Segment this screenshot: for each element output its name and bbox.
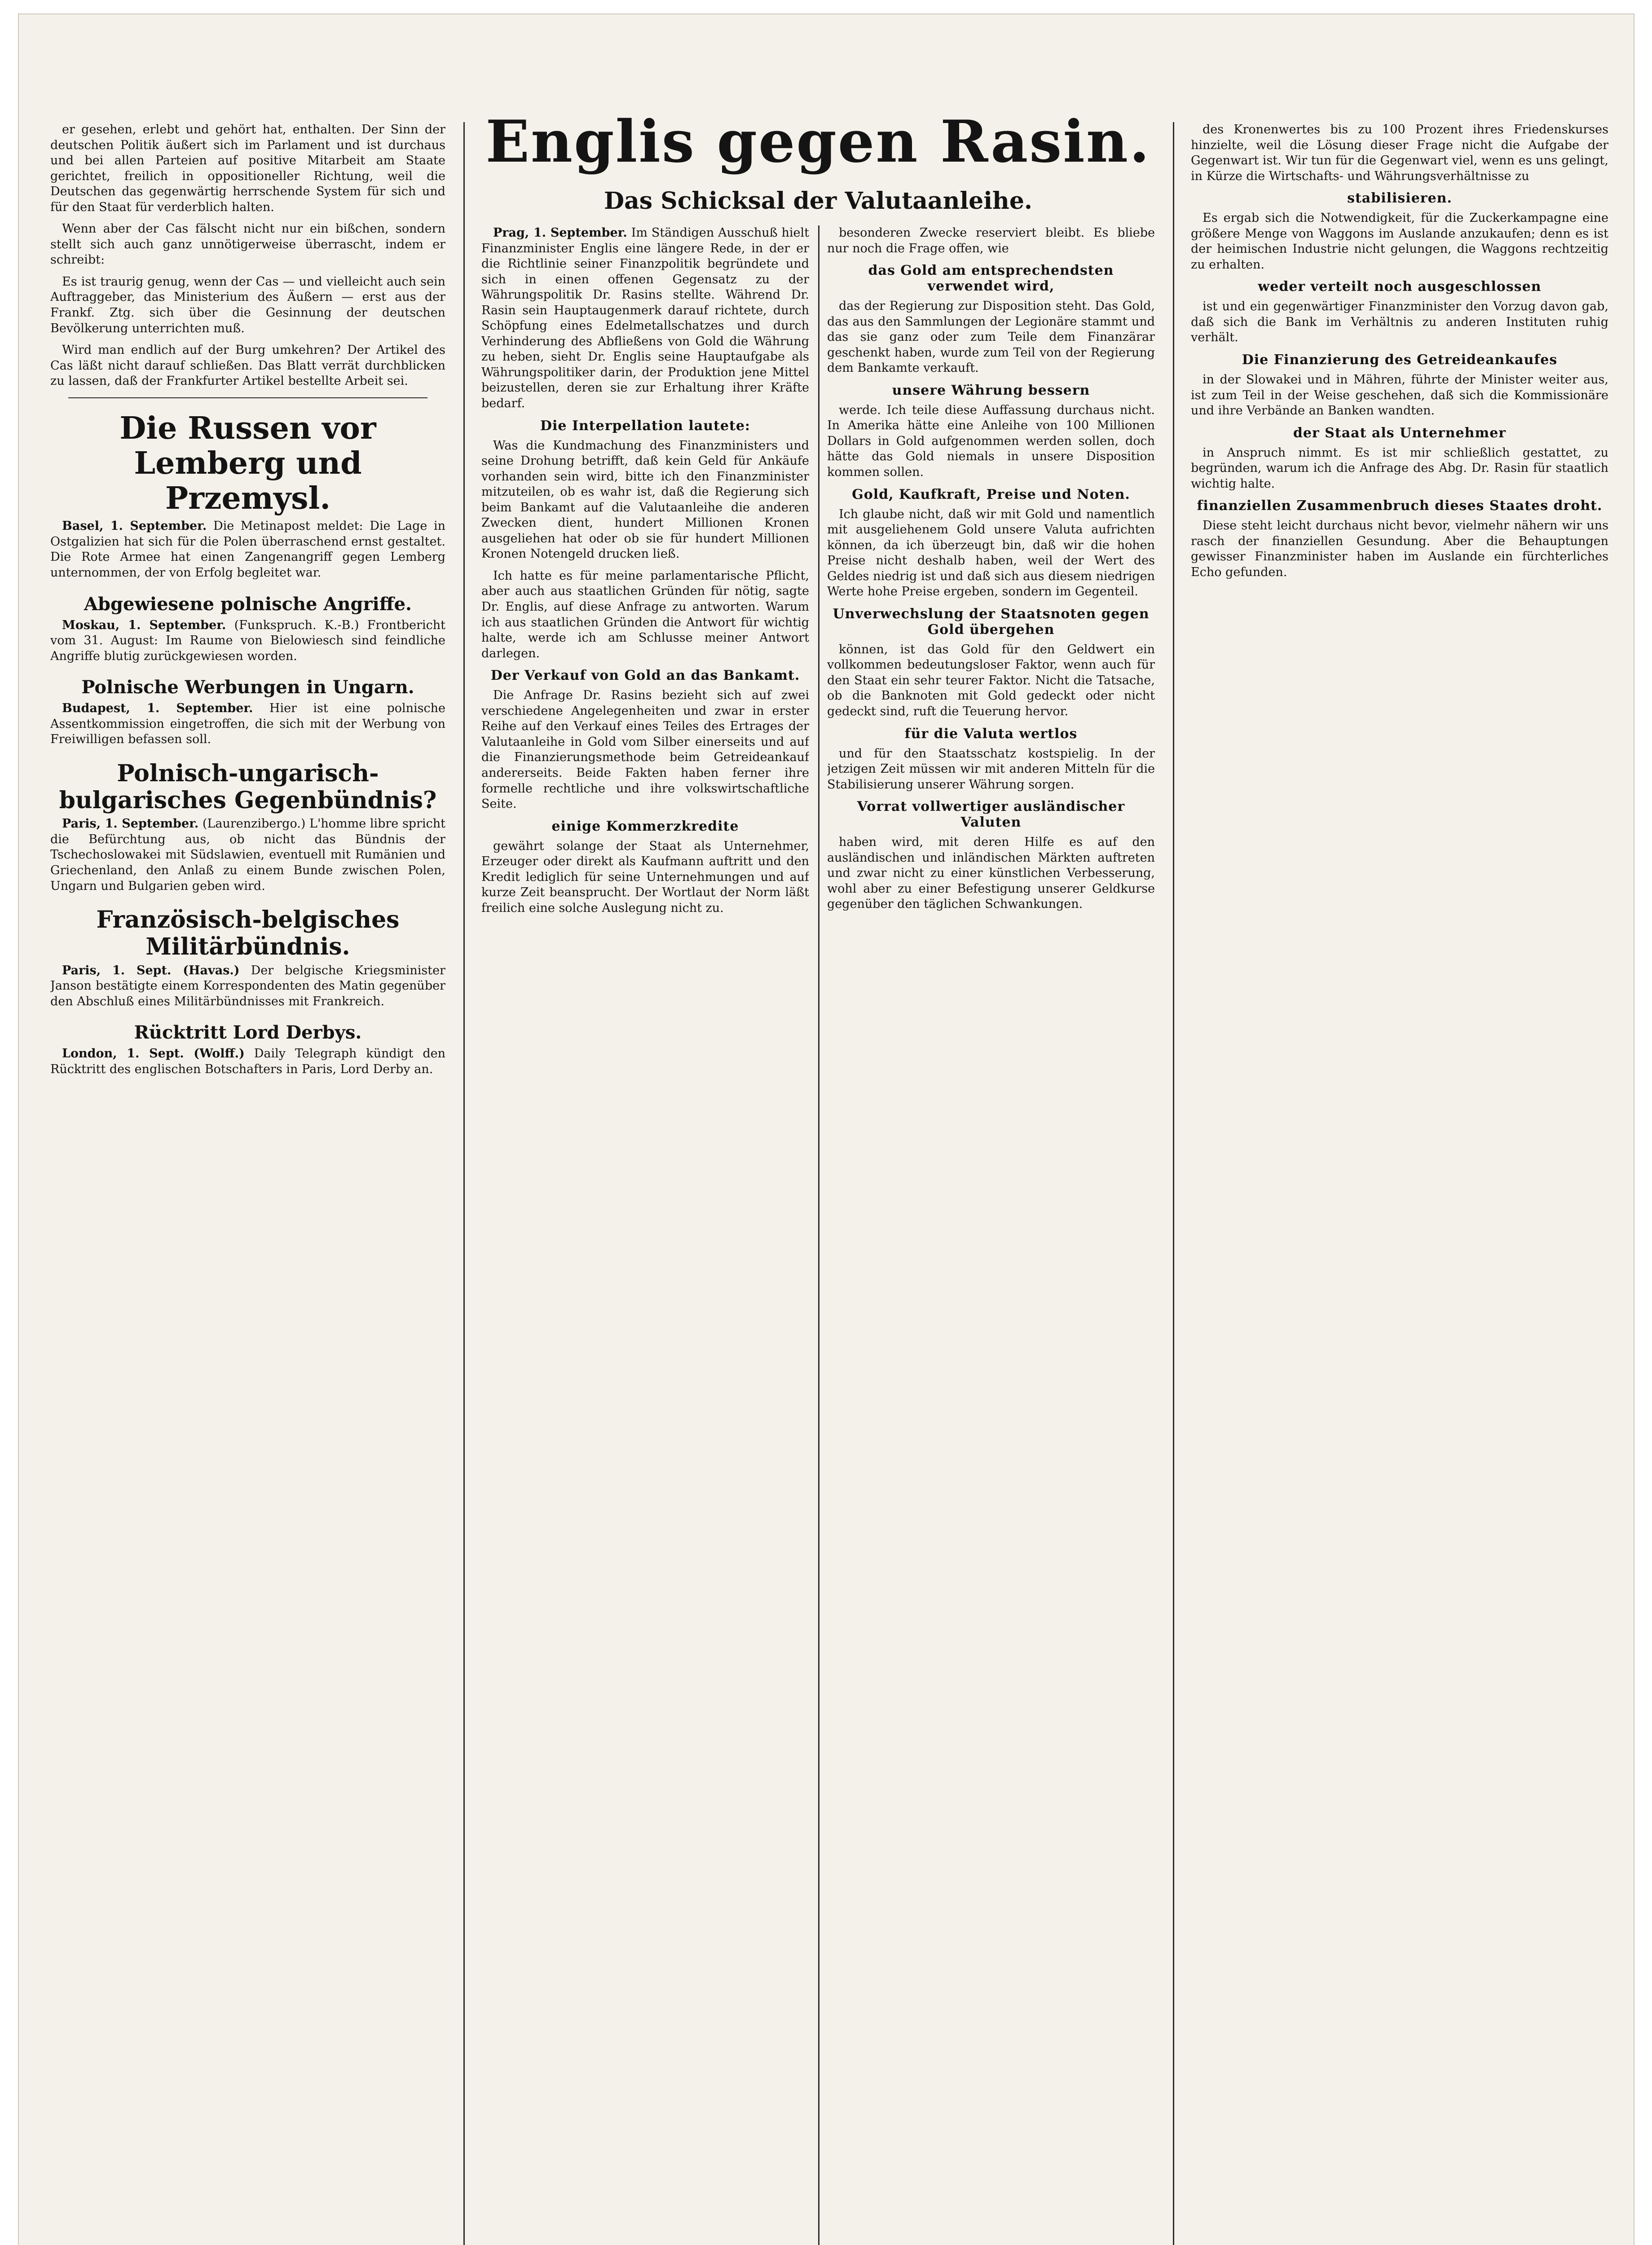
paragraph: ist und ein gegenwärtiger Finanzminister den Vorzug davon gab, daß sich die Bank im Verhältnis zu anderen Instituten ruhig verhält. — [1191, 299, 1608, 345]
paragraph: Es ist traurig genug, wenn der Cas — und vielleicht auch sein Auftraggeber, das Ministerium des Äußern — erst aus der Frankf. Ztg. sich über die Gesinnung der deutschen Bevölkerung unterrichten muß. — [50, 274, 445, 335]
paragraph: können, ist das Gold für den Geldwert ein vollkommen bedeutungsloser Faktor, wenn auch für den Staat ein sehr teurer Faktor. Nicht die Tatsache, ob die Banknoten mit Gold gedeckt oder nicht gedeckt sind, ruft die Teuerung hervor. — [827, 642, 1155, 719]
article-title: Abgewiesene polnische Angriffe. — [84, 593, 412, 615]
dateline: Budapest, 1. September. — [62, 701, 253, 716]
paragraph: Wenn aber der Cas fälscht nicht nur ein bißchen, sondern stellt sich auch ganz unnötigerweise überrascht, indem er schreibt: — [50, 222, 445, 267]
paragraph: in Anspruch nimmt. Es ist mir schließlich gestattet, zu begründen, warum ich die Anfrage des Abg. Dr. Rasin für staatlich wichtig halte. — [1191, 445, 1608, 491]
article-text: Hier ist eine polnische Assentkommission eingetroffen, die sich mit der Werbung von Freiwilligen befassen soll. — [50, 701, 445, 747]
center-left-subcolumn — [481, 225, 809, 2245]
article-body — [50, 618, 445, 665]
article-body — [50, 963, 445, 1010]
section-heading: Gold, Kaufkraft, Preise und Noten. — [852, 486, 1130, 502]
paragraph: haben wird, mit deren Hilfe es auf den ausländischen und inländischen Märkten auftreten und zwar nicht zu einer künstlichen Verbesserung, wohl aber zu einer Befestigung unserer Geldkurse gegenüber den täglichen Schwankungen. — [827, 835, 1155, 911]
section-heading: weder verteilt noch ausgeschlossen — [1258, 279, 1542, 295]
dateline: London, 1. Sept. (Wolff.) — [62, 1047, 245, 1061]
section-heading: Unverwechslung der Staatsnoten gegen Gold übergehen — [833, 606, 1150, 638]
center-right-subcolumn — [827, 225, 1155, 2245]
section-heading: für die Valuta wertlos — [904, 726, 1078, 742]
paragraph: besonderen Zwecke reserviert bleibt. Es bliebe nur noch die Frage offen, wie — [827, 226, 1155, 255]
section-heading: der Staat als Unternehmer — [1293, 425, 1507, 441]
left-column — [50, 122, 445, 2245]
paragraph — [481, 225, 809, 412]
paragraph: gewährt solange der Staat als Unternehmer, Erzeuger oder direkt als Kaufmann auftritt und den Kredit lediglich für seine Unternehmungen und auf kurze Zeit beansprucht. Der Wortlaut der Norm läßt freilich eine solche Auslegung nicht zu. — [481, 839, 809, 915]
paragraph: Was die Kundmachung des Finanzministers und seine Drohung betrifft, daß kein Geld für Ankäufe vorhanden sein wird, bitte ich den Finanzminister mitzuteilen, ob es wahr ist, daß die Regierung sich beim Bankamt auf die Valutaanleihe die anderen Zwecken dient, hundert Millionen Kronen ausgeliehen hat oder ob sie für hundert Millionen Kronen Notengeld drucken ließ. — [481, 438, 809, 561]
paragraph: Diese steht leicht durchaus nicht bevor, vielmehr nähern wir uns rasch der finanziellen Gesundung. Aber die Behauptungen gewisser Finanzminister haben im Auslande ein fürchterliches Echo gefunden. — [1191, 519, 1608, 579]
paragraph: und für den Staatsschatz kostspielig. In der jetzigen Zeit müssen wir mit anderen Mitteln für die Stabilisierung unserer Währung sorgen. — [827, 746, 1155, 792]
main-article-title: Englis gegen Rasin. — [485, 108, 1151, 176]
dateline: Moskau, 1. September. — [62, 618, 226, 632]
paragraph: Ich glaube nicht, daß wir mit Gold und namentlich mit ausgeliehenem Gold unsere Valuta aufrichten können, da ich überzeugt bin, daß wir die hohen Preise nicht deshalb haben, weil der Wert des Geldes niedrig ist und daß sich aus diesem niedrigen Werte hohe Preise ergeben, sondern im Gegenteil. — [827, 507, 1155, 599]
paragraph: Es ergab sich die Notwendigkeit, für die Zuckerkampagne eine größere Menge von Waggons im Auslande anzukaufen; denn es ist der heimischen Industrie nicht gelungen, die Waggons rechtzeitig zu erhalten. — [1191, 211, 1608, 272]
article-text: (Laurenzibergo.) L'homme libre spricht die Befürchtung aus, ob nicht das Bündnis der Tschechoslowakei mit Südslawien, eventuell mit Rumänien und Griechenland, den Anlaß zu einem Bunde zwischen Polen, Ungarn und Bulgarien geben wird. — [50, 817, 445, 893]
main-article-subtitle: Das Schicksal der Valutaanleihe. — [604, 187, 1033, 215]
article-title: Rücktritt Lord Derbys. — [134, 1022, 362, 1043]
paragraph: in der Slowakei und in Mähren, führte der Minister weiter aus, ist zum Teil in der Weise geschehen, daß sich die Kommissionäre und ihre Verbände an Banken wandten. — [1191, 373, 1608, 418]
paragraph-text: Im Ständigen Ausschuß hielt Finanzminister Englis eine längere Rede, in der er die Richtlinie seiner Finanzpolitik begründete und sich in einen offenen Gegensatz zu der Währungspolitik Dr. Rasins stellte. Während Dr. Rasin sein Hauptaugenmerk darauf richtete, durch Schöpfung eines Edelmetallschatzes und durch Verhinderung des Abfließens von Gold die Währung zu heben, sieht Dr. Englis seine Hauptaufgabe als Währungspolitiker darin, der Produktion jene Mittel beizustellen, deren sie zur Erhaltung ihrer Kräfte bedarf. — [481, 226, 809, 411]
section-heading: einige Kommerzkredite — [551, 818, 739, 834]
paragraph: er gesehen, erlebt und gehört hat, enthalten. Der Sinn der deutschen Politik äußert sich im Parlament und ist durchaus und bei allen Parteien auf positive Mitarbeit am Staate gerichtet, freilich in oppositioneller Richtung, weil die Deutschen das gegenwärtig herrschende System für sich und für den Staat für verderblich halten. — [50, 123, 445, 214]
center-column — [481, 149, 1155, 2245]
section-heading: stabilisieren. — [1347, 190, 1452, 207]
article-title: Französisch-belgisches Militärbündnis. — [96, 906, 400, 960]
paragraph: das der Regierung zur Disposition steht. Das Gold, das aus den Sammlungen der Legionäre stammt und das sie ganz oder zum Teile dem Finanzärar geschenkt haben, wurde zum Teil von der Regierung dem Bankamte verkauft. — [827, 299, 1155, 375]
article-text: (Funkspruch. K.-B.) Frontbericht vom 31. August: Im Raume von Bielowiesch sind feindliche Angriffe blutig zurückgewiesen worden. — [50, 618, 445, 663]
article-body — [50, 519, 445, 581]
dateline: Paris, 1. September. — [62, 817, 199, 831]
article-text: Daily Telegraph kündigt den Rücktritt des englischen Botschafters in Paris, Lord Derby an. — [50, 1047, 445, 1076]
section-heading: finanziellen Zusammenbruch dieses Staates droht. — [1197, 498, 1603, 514]
article-text: Der belgische Kriegsminister Janson bestätigte einem Korrespondenten des Matin gegenüber den Abschluß eines Militärbündnisses mit Frankreich. — [50, 963, 445, 1008]
divider — [68, 397, 427, 398]
article-title: Polnisch-ungarisch-bulgarisches Gegenbündnis? — [59, 759, 437, 814]
dateline: Basel, 1. September. — [62, 519, 207, 533]
article-body — [50, 1046, 445, 1077]
article-body — [50, 816, 445, 894]
article-text: Die Metinapost meldet: Die Lage in Ostgalizien hat sich für die Polen überraschend ernst gestaltet. Die Rote Armee hat einen Zangenangriff gegen Lemberg unternommen, der von Erfolg begleitet war. — [50, 519, 445, 580]
paragraph: Die Anfrage Dr. Rasins bezieht sich auf zwei verschiedene Angelegenheiten und zwar in erster Reihe auf den Verkauf eines Teiles des Ertrages der Valutaanleihe in Gold vom Silber einerseits und auf die Finanzierungsmethode beim Getreideankauf andererseits. Beide Fakten haben ferner ihre formelle rechtliche und ihre volkswirtschaftliche Seite. — [481, 688, 809, 811]
article-title: Die Russen vor Lemberg und Przemysl. — [119, 410, 376, 517]
dateline: Prag, 1. September. — [493, 226, 627, 240]
column-rule-left — [463, 122, 465, 2245]
section-heading: unsere Währung bessern — [892, 382, 1090, 398]
section-heading: Die Finanzierung des Getreideankaufes — [1242, 352, 1558, 368]
paragraph: des Kronenwertes bis zu 100 Prozent ihres Friedenskurses hinzielte, weil die Lösung dieser Frage nicht die Aufgabe der Gegenwart ist. Wir tun für die Gegenwart viel, wenn es uns gelingt, in Kürze die Wirtschafts- und Währungsverhältnisse zu — [1191, 123, 1608, 183]
dateline: Paris, 1. Sept. (Havas.) — [62, 963, 240, 977]
section-heading: Die Interpellation lautete: — [540, 418, 750, 434]
column-rule-right — [1173, 122, 1174, 2245]
paragraph: Ich hatte es für meine parlamentarische Pflicht, aber auch aus staatlichen Gründen für nötig, sagte Dr. Englis, auf diese Anfrage zu antworten. Warum ich aus staatlichen Gründen die Antwort für wichtig halte, werde ich am Schlusse meiner Antwort darlegen. — [481, 568, 809, 660]
section-heading: das Gold am entsprechendsten verwendet wird, — [868, 263, 1114, 295]
right-column — [1191, 122, 1608, 2245]
paragraph: Wird man endlich auf der Burg umkehren? Der Artikel des Cas läßt nicht darauf schließen. Das Blatt verrät durchblicken zu lassen, daß der Frankfurter Artikel bestellte Arbeit sei. — [50, 343, 445, 388]
article-body — [50, 701, 445, 748]
newspaper-page — [18, 13, 1634, 2245]
article-title: Polnische Werbungen in Ungarn. — [81, 677, 414, 698]
paragraph: werde. Ich teile diese Auffassung durchaus nicht. In Amerika hätte eine Anleihe von 100 Millionen Dollars in Gold aufgenommen werden sollen, doch hätte das Gold niemals in unsere Disposition kommen sollen. — [827, 403, 1155, 480]
section-heading: Vorrat vollwertiger ausländischer Valuten — [857, 799, 1125, 831]
section-heading: Der Verkauf von Gold an das Bankamt. — [490, 668, 800, 684]
